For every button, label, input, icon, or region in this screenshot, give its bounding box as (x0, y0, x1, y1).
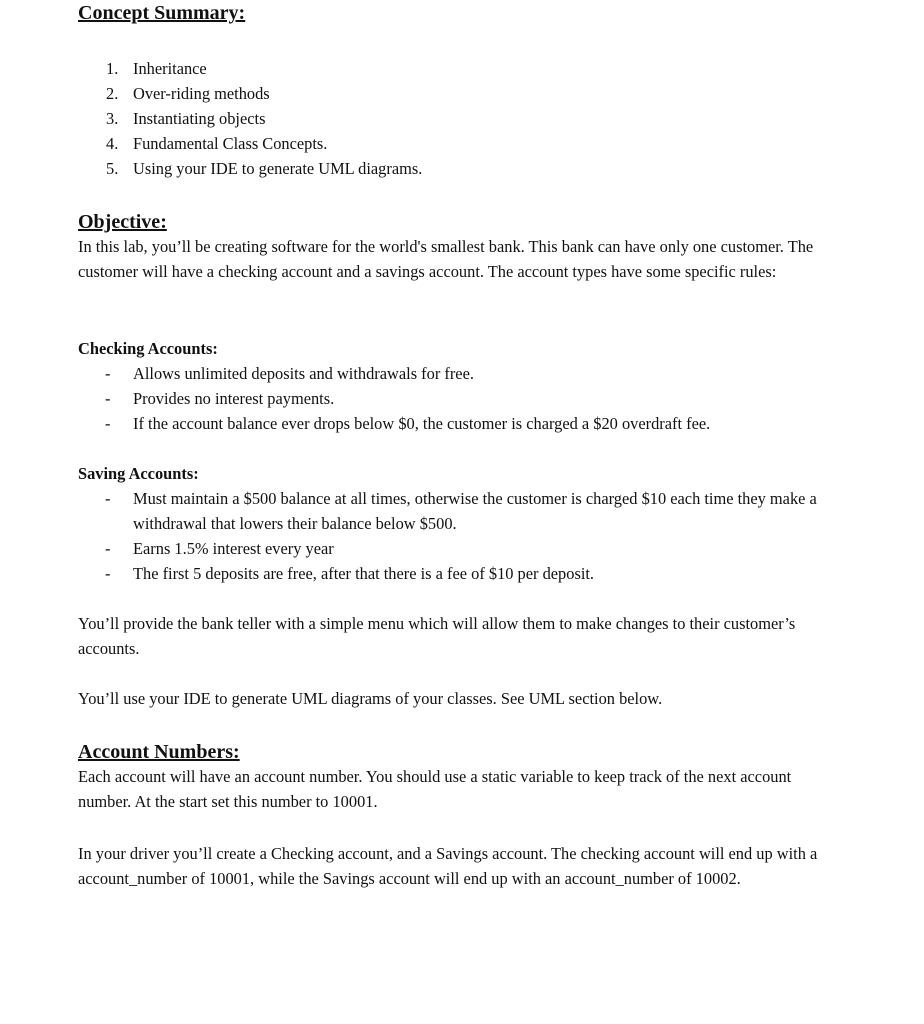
list-item (78, 486, 848, 536)
account-numbers-heading: Account Numbers: (78, 741, 240, 763)
bullet-dash: - (105, 414, 111, 433)
bullet-dash: - (105, 489, 111, 508)
concept-summary-list (78, 56, 848, 181)
uml-paragraph: You’ll use your IDE to generate UML diagrams of your classes. See UML section below. (78, 689, 663, 708)
list-number: 3. (106, 109, 119, 128)
driver-section (78, 841, 848, 891)
list-number: 2. (106, 84, 119, 103)
list-item (78, 361, 848, 386)
objective-heading: Objective: (78, 211, 167, 233)
list-number: 1. (106, 59, 119, 78)
list-item (78, 536, 848, 561)
list-item-text: Earns 1.5% interest every year (133, 539, 334, 558)
saving-accounts-section (78, 461, 848, 586)
list-number: 4. (106, 134, 119, 153)
list-item-text: Must maintain a $500 balance at all times, otherwise the customer is charged $10 each time they make a withdrawal that lowers their balance below $500. (133, 489, 817, 533)
menu-section (78, 611, 848, 661)
bullet-dash: - (105, 564, 111, 583)
bullet-dash: - (105, 364, 111, 383)
uml-section (78, 686, 848, 711)
list-item (78, 386, 848, 411)
account-numbers-section (78, 740, 848, 814)
bullet-dash: - (105, 539, 111, 558)
list-item-text: Over-riding methods (133, 84, 270, 103)
saving-accounts-heading: Saving Accounts: (78, 464, 199, 483)
concept-summary-section (78, 1, 848, 181)
list-item-text: Instantiating objects (133, 109, 266, 128)
list-item-text: If the account balance ever drops below $0, the customer is charged a $20 overdraft fee. (133, 414, 711, 433)
list-number: 5. (106, 159, 119, 178)
list-item-text: Using your IDE to generate UML diagrams. (133, 159, 423, 178)
concept-summary-heading: Concept Summary: (78, 2, 246, 24)
list-item-text: The first 5 deposits are free, after that there is a fee of $10 per deposit. (133, 564, 595, 583)
driver-paragraph: In your driver you’ll create a Checking account, and a Savings account. The checking account will end up with a account_number of 10001, while the Savings account will end up with an account_number of 10002. (78, 844, 818, 888)
account-numbers-paragraph: Each account will have an account number. You should use a static variable to keep track of the next account number. At the start set this number to 10001. (78, 767, 792, 811)
list-item (78, 411, 848, 436)
objective-section (78, 210, 848, 284)
list-item-text: Inheritance (133, 59, 207, 78)
saving-rules-list (78, 486, 848, 586)
list-item (78, 106, 848, 131)
list-item (78, 156, 848, 181)
list-item-text: Allows unlimited deposits and withdrawals for free. (133, 364, 474, 383)
list-item-text: Provides no interest payments. (133, 389, 335, 408)
list-item-text: Fundamental Class Concepts. (133, 134, 328, 153)
bullet-dash: - (105, 389, 111, 408)
checking-accounts-heading: Checking Accounts: (78, 339, 218, 358)
checking-accounts-section (78, 336, 848, 436)
checking-rules-list (78, 361, 848, 436)
menu-paragraph: You’ll provide the bank teller with a simple menu which will allow them to make changes to their customer’s accounts. (78, 614, 796, 658)
list-item (78, 81, 848, 106)
objective-paragraph: In this lab, you’ll be creating software for the world's smallest bank. This bank can have only one customer. The customer will have a checking account and a savings account. The account types have some specific rules: (78, 237, 814, 281)
list-item (78, 561, 848, 586)
list-item (78, 56, 848, 81)
list-item (78, 131, 848, 156)
